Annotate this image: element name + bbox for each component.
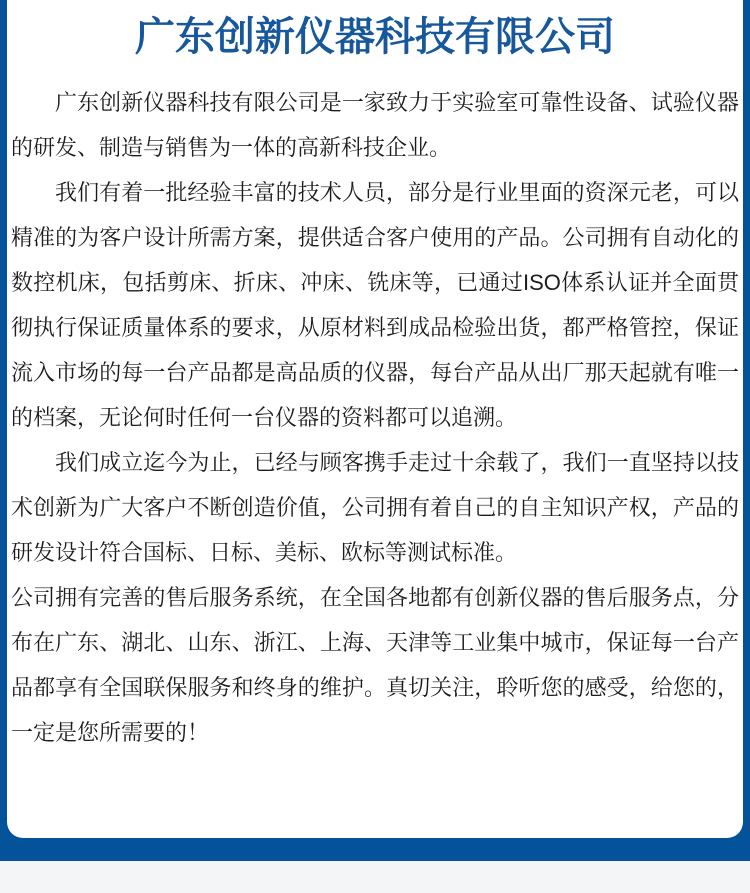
- paragraph-overview: 广东创新仪器科技有限公司是一家致力于实验室可靠性设备、试验仪器的研发、制造与销售为一体的高新科技企业。: [11, 90, 739, 160]
- page-title: 广东创新仪器科技有限公司: [135, 15, 615, 59]
- next-section-background: [0, 861, 750, 893]
- paragraph-history-and-standards: 我们成立迄今为止，已经与顾客携手走过十余载了，我们一直坚持以技术创新为广大客户不断创造价值，公司拥有着自己的自主知识产权，产品的研发设计符合国标、日标、美标、欧标等测试标准。: [11, 450, 739, 565]
- company-intro-card: [7, 0, 743, 838]
- intro-text-block: [7, 80, 743, 755]
- paragraph-after-sales-service: 公司拥有完善的售后服务系统，在全国各地都有创新仪器的售后服务点，分布在广东、湖北、山东、浙江、上海、天津等工业集中城市，保证每一台产品都享有全国联保服务和终身的维护。真切关注，聆听您的感受，给您的，一定是您所需要的！: [11, 585, 739, 745]
- paragraph-team-and-quality: 我们有着一批经验丰富的技术人员，部分是行业里面的资深元老，可以精准的为客户设计所需方案，提供适合客户使用的产品。公司拥有自动化的数控机床，包括剪床、折床、冲床、铣床等，已通过ISO体系认证并全面贯彻执行保证质量体系的要求，从原材料到成品检验出货，都严格管控，保证流入市场的每一台产品都是高品质的仪器，每台产品从出厂那天起就有唯一的档案，无论何时任何一台仪器的资料都可以追溯。: [11, 180, 739, 430]
